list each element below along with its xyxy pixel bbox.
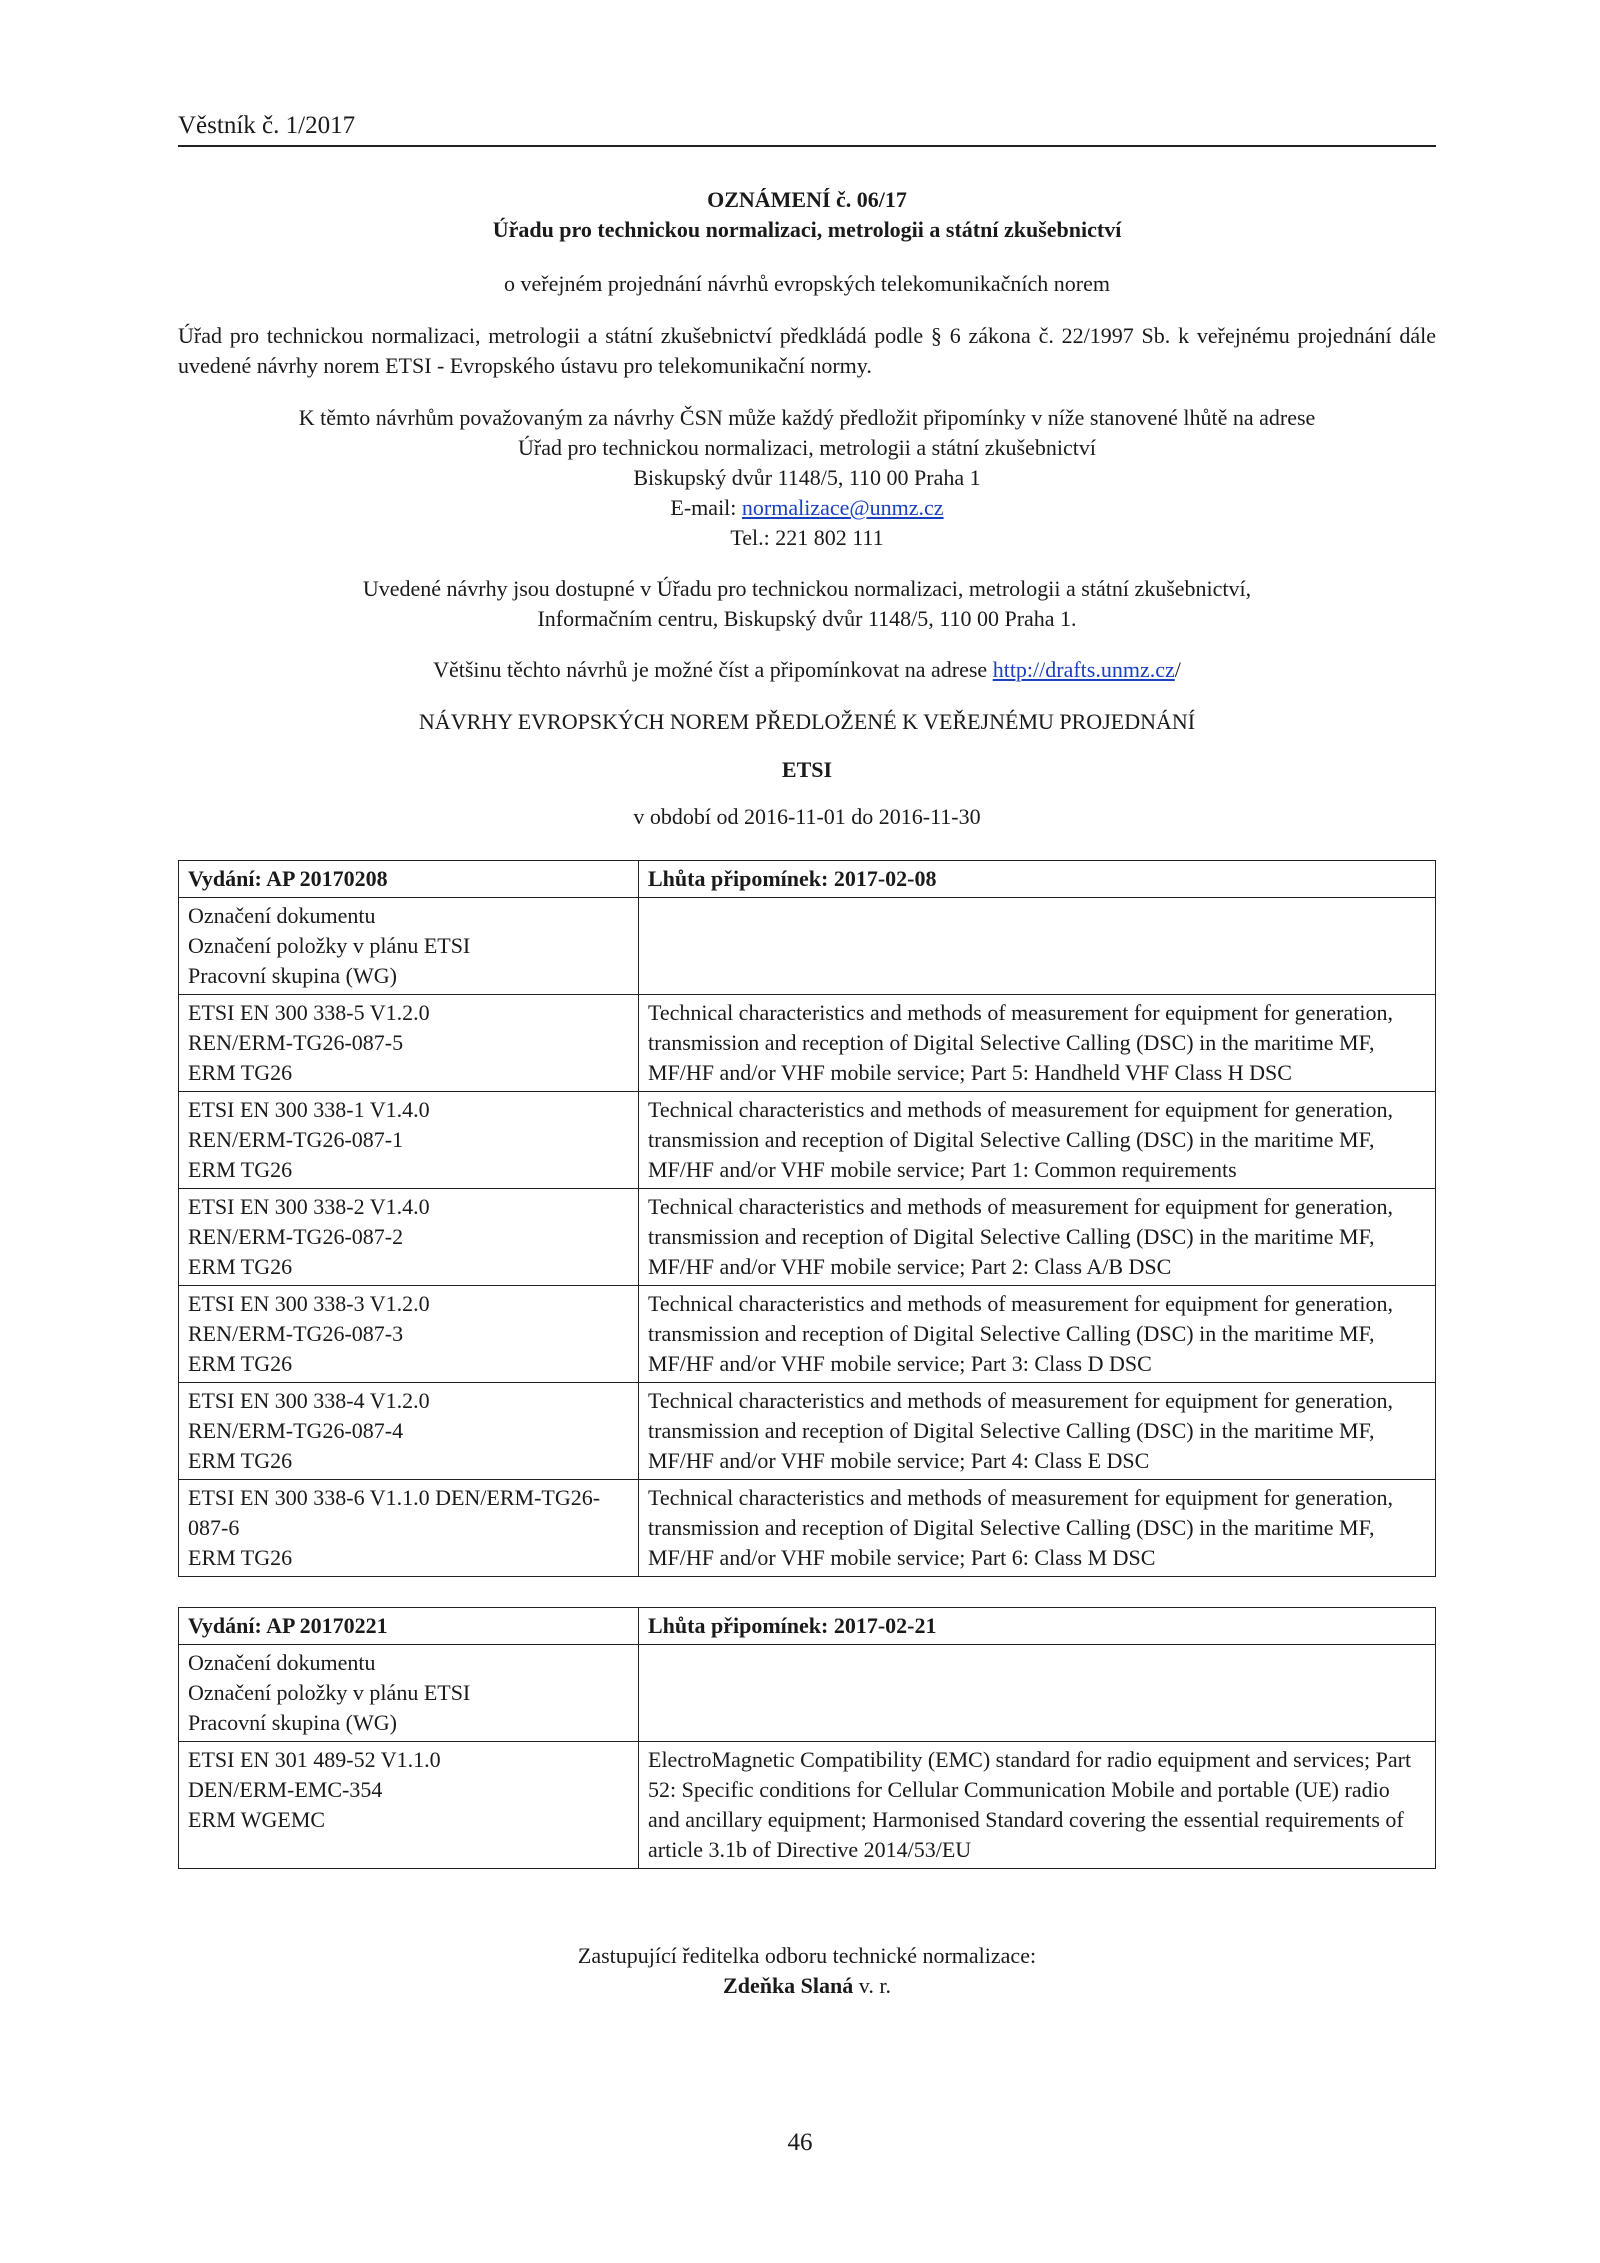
document-id-line: REN/ERM-TG26-087-2 bbox=[188, 1224, 404, 1249]
document-id-cell bbox=[179, 1742, 639, 1869]
legend-empty-cell bbox=[639, 1645, 1436, 1742]
drafts-link[interactable]: http://drafts.unmz.cz bbox=[992, 657, 1175, 682]
document-id-line: ERM TG26 bbox=[188, 1157, 293, 1182]
table-row bbox=[179, 1286, 1436, 1383]
document-id-line: ETSI EN 300 338-3 V1.2.0 bbox=[188, 1291, 430, 1316]
address-office: Úřad pro technickou normalizaci, metrologii a státní zkušebnictví bbox=[518, 435, 1096, 460]
legend-line: Pracovní skupina (WG) bbox=[188, 963, 397, 988]
document-id-line: ETSI EN 300 338-5 V1.2.0 bbox=[188, 1000, 430, 1025]
legend-line: Označení dokumentu bbox=[188, 1650, 376, 1675]
address-street: Biskupský dvůr 1148/5, 110 00 Praha 1 bbox=[633, 465, 981, 490]
drafts-table-1 bbox=[178, 860, 1436, 1577]
legend-line: Označení položky v plánu ETSI bbox=[188, 933, 471, 958]
table-row bbox=[179, 1189, 1436, 1286]
document-title-cell: Technical characteristics and methods of measurement for equipment for generation, transmission and reception of Digital Selective Calling (DSC) in the maritime MF, MF/HF and/or VHF mobile service; Part 4: Class E DSC bbox=[639, 1383, 1436, 1480]
deadline-cell: Lhůta připomínek: 2017-02-08 bbox=[639, 861, 1436, 898]
document-id-line: ETSI EN 300 338-2 V1.4.0 bbox=[188, 1194, 430, 1219]
document-title-cell: Technical characteristics and methods of measurement for equipment for generation, transmission and reception of Digital Selective Calling (DSC) in the maritime MF, MF/HF and/or VHF mobile service; Part 3: Class D DSC bbox=[639, 1286, 1436, 1383]
document-id-line: ERM WGEMC bbox=[188, 1807, 326, 1832]
legend-cell bbox=[179, 898, 639, 995]
signature-name: Zdeňka Slaná bbox=[723, 1973, 854, 1998]
signature-line bbox=[178, 1971, 1436, 2001]
legend-line: Pracovní skupina (WG) bbox=[188, 1710, 397, 1735]
document-id-cell bbox=[179, 1092, 639, 1189]
page-number: 46 bbox=[787, 2129, 813, 2156]
legend-line: Označení dokumentu bbox=[188, 903, 376, 928]
issue-cell: Vydání: AP 20170208 bbox=[179, 861, 639, 898]
deadline-cell: Lhůta připomínek: 2017-02-21 bbox=[639, 1608, 1436, 1645]
document-id-line: ETSI EN 300 338-6 V1.1.0 DEN/ERM-TG26-087-6 bbox=[188, 1485, 601, 1540]
document-id-cell bbox=[179, 1480, 639, 1577]
legend-empty-cell bbox=[639, 898, 1436, 995]
document-title-cell: ElectroMagnetic Compatibility (EMC) standard for radio equipment and services; Part 52: Specific conditions for Cellular Communication Mobile and portable (UE) radio and ancillary equipment; Harmonised Standard covering the essential requirements of article 3.1b of Directive 2014/53/EU bbox=[639, 1742, 1436, 1869]
phone-line: Tel.: 221 802 111 bbox=[730, 525, 884, 550]
document-id-line: ETSI EN 300 338-4 V1.2.0 bbox=[188, 1388, 430, 1413]
legend-row bbox=[179, 1645, 1436, 1742]
document-id-line: ERM TG26 bbox=[188, 1060, 293, 1085]
announcement-subject: o veřejném projednání návrhů evropských telekomunikačních norem bbox=[503, 271, 1111, 296]
document-id-line: DEN/ERM-EMC-354 bbox=[188, 1777, 383, 1802]
table-row bbox=[179, 1383, 1436, 1480]
legend-row bbox=[179, 898, 1436, 995]
email-line bbox=[178, 493, 1436, 523]
signature-block bbox=[178, 1941, 1436, 2001]
document-id-cell bbox=[179, 1189, 639, 1286]
signature-role: Zastupující ředitelka odboru technické normalizace: bbox=[577, 1943, 1037, 1968]
signature-suffix: v. r. bbox=[853, 1973, 891, 1998]
document-title-cell: Technical characteristics and methods of measurement for equipment for generation, transmission and reception of Digital Selective Calling (DSC) in the maritime MF, MF/HF and/or VHF mobile service; Part 6: Class M DSC bbox=[639, 1480, 1436, 1577]
document-id-line: REN/ERM-TG26-087-5 bbox=[188, 1030, 404, 1055]
document-title-cell: Technical characteristics and methods of measurement for equipment for generation, transmission and reception of Digital Selective Calling (DSC) in the maritime MF, MF/HF and/or VHF mobile service; Part 5: Handheld VHF Class H DSC bbox=[639, 995, 1436, 1092]
period-line: v období od 2016-11-01 do 2016-11-30 bbox=[633, 804, 981, 829]
web-text: Většinu těchto návrhů je možné číst a připomínkovat na adrese bbox=[433, 657, 993, 682]
journal-header: Věstník č. 1/2017 bbox=[178, 110, 1436, 147]
email-label: E-mail: bbox=[670, 495, 742, 520]
document-id-line: ERM TG26 bbox=[188, 1351, 293, 1376]
drafts-heading: NÁVRHY EVROPSKÝCH NOREM PŘEDLOŽENÉ K VEŘEJNÉMU PROJEDNÁNÍ bbox=[418, 709, 1196, 734]
legend-line: Označení položky v plánu ETSI bbox=[188, 1680, 471, 1705]
document-id-line: ERM TG26 bbox=[188, 1254, 293, 1279]
intro-paragraph: Úřad pro technickou normalizaci, metrologii a státní zkušebnictví předkládá podle § 6 zákona č. 22/1997 Sb. k veřejnému projednání dále uvedené návrhy norem ETSI - Evropského ústavu pro telekomunikační normy. bbox=[178, 323, 1436, 378]
issuing-office: Úřadu pro technickou normalizaci, metrologii a státní zkušebnictví bbox=[492, 217, 1122, 242]
availability-note bbox=[178, 574, 1436, 634]
document-id-line: ERM TG26 bbox=[188, 1545, 293, 1570]
availability-line-2: Informačním centru, Biskupský dvůr 1148/5, 110 00 Praha 1. bbox=[537, 606, 1077, 631]
document-id-line: REN/ERM-TG26-087-4 bbox=[188, 1418, 404, 1443]
organization-heading: ETSI bbox=[781, 757, 833, 782]
web-note bbox=[178, 655, 1436, 685]
document-id-cell bbox=[179, 1286, 639, 1383]
document-id-cell bbox=[179, 1383, 639, 1480]
email-link[interactable]: normalizace@unmz.cz bbox=[741, 495, 944, 520]
legend-cell bbox=[179, 1645, 639, 1742]
document-id-line: ETSI EN 301 489-52 V1.1.0 bbox=[188, 1747, 441, 1772]
table-row bbox=[179, 1480, 1436, 1577]
availability-line-1: Uvedené návrhy jsou dostupné v Úřadu pro technickou normalizaci, metrologii a státní zkušebnictví, bbox=[362, 576, 1252, 601]
table-header-row bbox=[179, 861, 1436, 898]
document-title-cell: Technical characteristics and methods of measurement for equipment for generation, transmission and reception of Digital Selective Calling (DSC) in the maritime MF, MF/HF and/or VHF mobile service; Part 2: Class A/B DSC bbox=[639, 1189, 1436, 1286]
table-row bbox=[179, 1092, 1436, 1189]
issue-cell: Vydání: AP 20170221 bbox=[179, 1608, 639, 1645]
web-suffix: / bbox=[1174, 657, 1181, 682]
request-text: K těmto návrhům považovaným za návrhy ČSN může každý předložit připomínky v níže stanovené lhůtě na adrese bbox=[298, 405, 1316, 430]
document-title-cell: Technical characteristics and methods of measurement for equipment for generation, transmission and reception of Digital Selective Calling (DSC) in the maritime MF, MF/HF and/or VHF mobile service; Part 1: Common requirements bbox=[639, 1092, 1436, 1189]
announcement-title bbox=[178, 185, 1436, 245]
document-id-line: REN/ERM-TG26-087-1 bbox=[188, 1127, 404, 1152]
table-row bbox=[179, 995, 1436, 1092]
document-id-line: ERM TG26 bbox=[188, 1448, 293, 1473]
drafts-table-2 bbox=[178, 1607, 1436, 1869]
comment-address-block bbox=[178, 403, 1436, 553]
announcement-number: OZNÁMENÍ č. 06/17 bbox=[707, 187, 907, 212]
table-row bbox=[179, 1742, 1436, 1869]
document-id-cell bbox=[179, 995, 639, 1092]
table-header-row bbox=[179, 1608, 1436, 1645]
document-id-line: ETSI EN 300 338-1 V1.4.0 bbox=[188, 1097, 430, 1122]
document-id-line: REN/ERM-TG26-087-3 bbox=[188, 1321, 404, 1346]
